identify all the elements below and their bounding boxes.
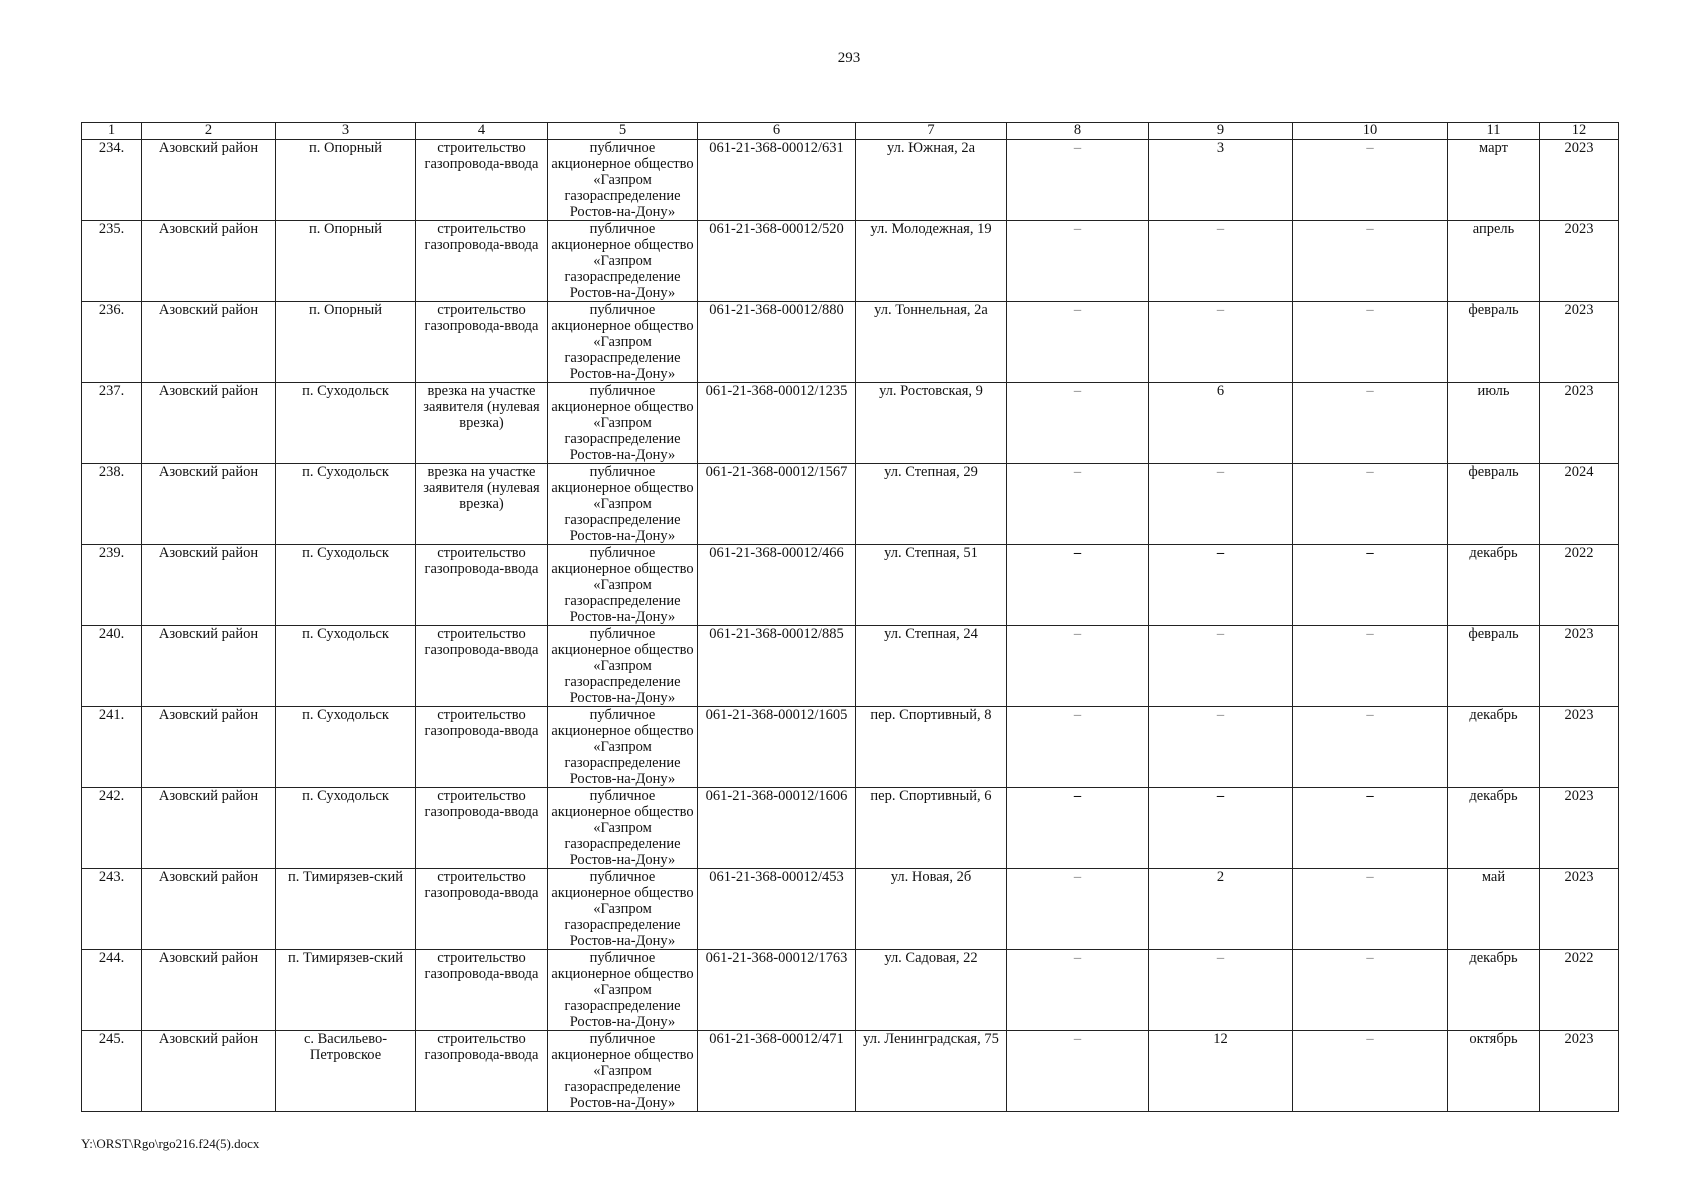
- locality-cell: п. Суходольск: [276, 545, 416, 626]
- organization-cell: публичное акционерное общество «Газпром газораспределение Ростов-на-Дону»: [548, 707, 698, 788]
- address-cell: ул. Тоннельная, 2а: [856, 302, 1007, 383]
- year-cell: 2024: [1540, 464, 1619, 545]
- year-cell: 2023: [1540, 140, 1619, 221]
- column-8-cell: –: [1007, 707, 1149, 788]
- column-10-cell: –: [1293, 140, 1448, 221]
- organization-cell: публичное акционерное общество «Газпром газораспределение Ростов-на-Дону»: [548, 626, 698, 707]
- organization-cell: публичное акционерное общество «Газпром газораспределение Ростов-на-Дону»: [548, 383, 698, 464]
- column-10-cell: –: [1293, 626, 1448, 707]
- column-8-cell: –: [1007, 869, 1149, 950]
- column-header: 9: [1149, 123, 1293, 140]
- year-cell: 2023: [1540, 707, 1619, 788]
- month-cell: октябрь: [1448, 1031, 1540, 1112]
- work-type-cell: строительство газопровода-ввода: [416, 302, 548, 383]
- year-cell: 2023: [1540, 788, 1619, 869]
- table-row: [82, 869, 1619, 950]
- column-9-cell: 6: [1149, 383, 1293, 464]
- column-header: 8: [1007, 123, 1149, 140]
- month-cell: март: [1448, 140, 1540, 221]
- table-row: [82, 140, 1619, 221]
- month-cell: февраль: [1448, 464, 1540, 545]
- column-header: 6: [698, 123, 856, 140]
- column-9-cell: –: [1149, 221, 1293, 302]
- address-cell: ул. Ленинградская, 75: [856, 1031, 1007, 1112]
- address-cell: ул. Новая, 2б: [856, 869, 1007, 950]
- locality-cell: п. Суходольск: [276, 626, 416, 707]
- table-row: [82, 383, 1619, 464]
- organization-cell: публичное акционерное общество «Газпром газораспределение Ростов-на-Дону»: [548, 1031, 698, 1112]
- column-9-cell: –: [1149, 707, 1293, 788]
- column-10-cell: –: [1293, 869, 1448, 950]
- column-header: 4: [416, 123, 548, 140]
- year-cell: 2023: [1540, 302, 1619, 383]
- district-cell: Азовский район: [142, 707, 276, 788]
- work-type-cell: строительство газопровода-ввода: [416, 950, 548, 1031]
- locality-cell: п. Суходольск: [276, 383, 416, 464]
- year-cell: 2023: [1540, 383, 1619, 464]
- column-9-cell: 12: [1149, 1031, 1293, 1112]
- table-row: [82, 788, 1619, 869]
- month-cell: декабрь: [1448, 950, 1540, 1031]
- column-9-cell: –: [1149, 950, 1293, 1031]
- work-type-cell: строительство газопровода-ввода: [416, 788, 548, 869]
- address-cell: пер. Спортивный, 6: [856, 788, 1007, 869]
- district-cell: Азовский район: [142, 788, 276, 869]
- column-header: 2: [142, 123, 276, 140]
- district-cell: Азовский район: [142, 302, 276, 383]
- column-10-cell: –: [1293, 545, 1448, 626]
- row-number: 239.: [82, 545, 142, 626]
- column-8-cell: –: [1007, 626, 1149, 707]
- column-9-cell: –: [1149, 545, 1293, 626]
- row-number: 241.: [82, 707, 142, 788]
- address-cell: ул. Ростовская, 9: [856, 383, 1007, 464]
- column-10-cell: –: [1293, 950, 1448, 1031]
- district-cell: Азовский район: [142, 221, 276, 302]
- work-type-cell: строительство газопровода-ввода: [416, 1031, 548, 1112]
- work-type-cell: врезка на участке заявителя (нулевая врезка): [416, 383, 548, 464]
- address-cell: ул. Садовая, 22: [856, 950, 1007, 1031]
- month-cell: декабрь: [1448, 707, 1540, 788]
- month-cell: февраль: [1448, 302, 1540, 383]
- column-10-cell: –: [1293, 464, 1448, 545]
- locality-cell: п. Опорный: [276, 221, 416, 302]
- locality-cell: п. Тимирязев-ский: [276, 869, 416, 950]
- organization-cell: публичное акционерное общество «Газпром газораспределение Ростов-на-Дону»: [548, 869, 698, 950]
- registration-code-cell: 061-21-368-00012/1763: [698, 950, 856, 1031]
- column-9-cell: 2: [1149, 869, 1293, 950]
- row-number: 238.: [82, 464, 142, 545]
- column-8-cell: –: [1007, 545, 1149, 626]
- table-row: [82, 221, 1619, 302]
- column-9-cell: 3: [1149, 140, 1293, 221]
- address-cell: ул. Степная, 51: [856, 545, 1007, 626]
- work-type-cell: строительство газопровода-ввода: [416, 140, 548, 221]
- file-path-footer: Y:\ORST\Rgo\rgo216.f24(5).docx: [81, 1136, 260, 1151]
- column-8-cell: –: [1007, 383, 1149, 464]
- year-cell: 2023: [1540, 626, 1619, 707]
- organization-cell: публичное акционерное общество «Газпром газораспределение Ростов-на-Дону»: [548, 140, 698, 221]
- work-type-cell: строительство газопровода-ввода: [416, 707, 548, 788]
- district-cell: Азовский район: [142, 545, 276, 626]
- column-8-cell: –: [1007, 221, 1149, 302]
- work-type-cell: строительство газопровода-ввода: [416, 869, 548, 950]
- address-cell: ул. Молодежная, 19: [856, 221, 1007, 302]
- locality-cell: п. Суходольск: [276, 788, 416, 869]
- district-cell: Азовский район: [142, 869, 276, 950]
- row-number: 245.: [82, 1031, 142, 1112]
- column-10-cell: –: [1293, 788, 1448, 869]
- table-row: [82, 545, 1619, 626]
- organization-cell: публичное акционерное общество «Газпром газораспределение Ростов-на-Дону»: [548, 221, 698, 302]
- column-10-cell: –: [1293, 221, 1448, 302]
- district-cell: Азовский район: [142, 950, 276, 1031]
- column-header: 3: [276, 123, 416, 140]
- column-10-cell: –: [1293, 707, 1448, 788]
- column-8-cell: –: [1007, 140, 1149, 221]
- organization-cell: публичное акционерное общество «Газпром газораспределение Ростов-на-Дону»: [548, 788, 698, 869]
- column-9-cell: –: [1149, 788, 1293, 869]
- district-cell: Азовский район: [142, 464, 276, 545]
- organization-cell: публичное акционерное общество «Газпром газораспределение Ростов-на-Дону»: [548, 545, 698, 626]
- table-body: [82, 140, 1619, 1112]
- month-cell: апрель: [1448, 221, 1540, 302]
- column-8-cell: –: [1007, 950, 1149, 1031]
- row-number: 240.: [82, 626, 142, 707]
- row-number: 243.: [82, 869, 142, 950]
- row-number: 242.: [82, 788, 142, 869]
- work-type-cell: строительство газопровода-ввода: [416, 545, 548, 626]
- row-number: 235.: [82, 221, 142, 302]
- column-10-cell: –: [1293, 1031, 1448, 1112]
- column-8-cell: –: [1007, 788, 1149, 869]
- locality-cell: п. Тимирязев-ский: [276, 950, 416, 1031]
- year-cell: 2023: [1540, 869, 1619, 950]
- row-number: 237.: [82, 383, 142, 464]
- registration-code-cell: 061-21-368-00012/1605: [698, 707, 856, 788]
- column-9-cell: –: [1149, 626, 1293, 707]
- row-number: 234.: [82, 140, 142, 221]
- year-cell: 2023: [1540, 1031, 1619, 1112]
- registration-code-cell: 061-21-368-00012/880: [698, 302, 856, 383]
- row-number: 244.: [82, 950, 142, 1031]
- registration-code-cell: 061-21-368-00012/471: [698, 1031, 856, 1112]
- year-cell: 2022: [1540, 545, 1619, 626]
- table-row: [82, 626, 1619, 707]
- address-cell: ул. Южная, 2а: [856, 140, 1007, 221]
- table-row: [82, 950, 1619, 1031]
- page-number: 293: [837, 50, 861, 66]
- registration-code-cell: 061-21-368-00012/885: [698, 626, 856, 707]
- column-header: 7: [856, 123, 1007, 140]
- row-number: 236.: [82, 302, 142, 383]
- work-type-cell: строительство газопровода-ввода: [416, 221, 548, 302]
- locality-cell: п. Опорный: [276, 140, 416, 221]
- locality-cell: п. Суходольск: [276, 707, 416, 788]
- column-9-cell: –: [1149, 302, 1293, 383]
- work-type-cell: строительство газопровода-ввода: [416, 626, 548, 707]
- locality-cell: с. Васильево-Петровское: [276, 1031, 416, 1112]
- district-cell: Азовский район: [142, 1031, 276, 1112]
- month-cell: декабрь: [1448, 545, 1540, 626]
- organization-cell: публичное акционерное общество «Газпром газораспределение Ростов-на-Дону»: [548, 302, 698, 383]
- column-10-cell: –: [1293, 383, 1448, 464]
- registration-code-cell: 061-21-368-00012/453: [698, 869, 856, 950]
- locality-cell: п. Опорный: [276, 302, 416, 383]
- district-cell: Азовский район: [142, 626, 276, 707]
- column-10-cell: –: [1293, 302, 1448, 383]
- table-row: [82, 464, 1619, 545]
- column-header: 10: [1293, 123, 1448, 140]
- district-cell: Азовский район: [142, 383, 276, 464]
- column-8-cell: –: [1007, 464, 1149, 545]
- address-cell: ул. Степная, 24: [856, 626, 1007, 707]
- address-cell: ул. Степная, 29: [856, 464, 1007, 545]
- month-cell: декабрь: [1448, 788, 1540, 869]
- column-header: 12: [1540, 123, 1619, 140]
- registration-code-cell: 061-21-368-00012/1235: [698, 383, 856, 464]
- column-8-cell: –: [1007, 1031, 1149, 1112]
- table-row: [82, 1031, 1619, 1112]
- registration-code-cell: 061-21-368-00012/1606: [698, 788, 856, 869]
- column-header: 5: [548, 123, 698, 140]
- address-cell: пер. Спортивный, 8: [856, 707, 1007, 788]
- month-cell: июль: [1448, 383, 1540, 464]
- month-cell: февраль: [1448, 626, 1540, 707]
- column-number-header-row: [82, 123, 1619, 140]
- year-cell: 2023: [1540, 221, 1619, 302]
- table-row: [82, 302, 1619, 383]
- month-cell: май: [1448, 869, 1540, 950]
- registration-code-cell: 061-21-368-00012/1567: [698, 464, 856, 545]
- column-9-cell: –: [1149, 464, 1293, 545]
- registration-code-cell: 061-21-368-00012/520: [698, 221, 856, 302]
- registration-code-cell: 061-21-368-00012/466: [698, 545, 856, 626]
- district-cell: Азовский район: [142, 140, 276, 221]
- year-cell: 2022: [1540, 950, 1619, 1031]
- work-type-cell: врезка на участке заявителя (нулевая врезка): [416, 464, 548, 545]
- column-header: 1: [82, 123, 142, 140]
- column-8-cell: –: [1007, 302, 1149, 383]
- organization-cell: публичное акционерное общество «Газпром газораспределение Ростов-на-Дону»: [548, 464, 698, 545]
- registration-code-cell: 061-21-368-00012/631: [698, 140, 856, 221]
- table-row: [82, 707, 1619, 788]
- organization-cell: публичное акционерное общество «Газпром газораспределение Ростов-на-Дону»: [548, 950, 698, 1031]
- column-header: 11: [1448, 123, 1540, 140]
- registry-table: [81, 122, 1619, 1112]
- locality-cell: п. Суходольск: [276, 464, 416, 545]
